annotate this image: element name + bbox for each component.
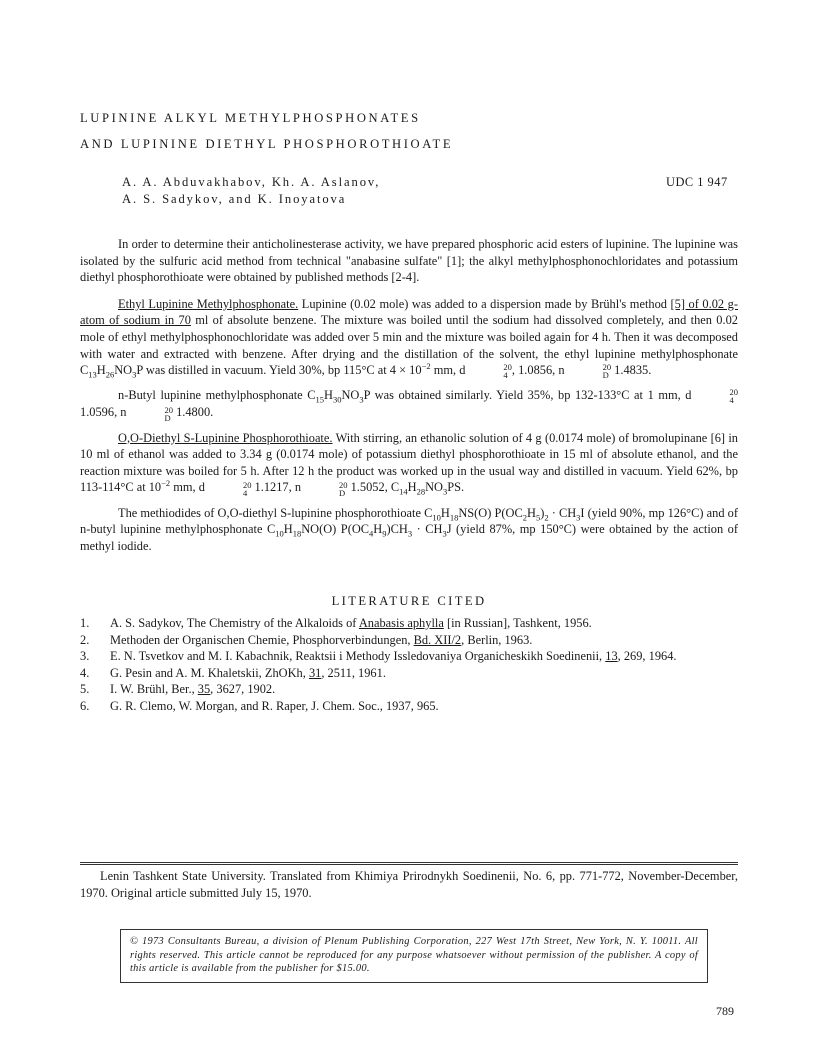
reference-item: 5. I. W. Brühl, Ber., 35, 3627, 1902. bbox=[80, 682, 276, 697]
article-body bbox=[80, 236, 738, 562]
literature-cited-heading: LITERATURE CITED bbox=[331, 594, 487, 608]
intro-paragraph: In order to determine their anticholinesterase activity, we have prepared phosphoric acid esters of lupinine. The lupinine was isolated by the sulfuric acid method from technical "anabasine sulfate" [1]; the alkyl methylphosphonochloridates and potassium diethyl phosphorothioate were obtained by published methods [2-4]. bbox=[80, 237, 738, 285]
page-number: 789 bbox=[716, 1004, 734, 1018]
methiodides-paragraph: The methiodides of O,O-diethyl S-lupinine phosphorothioate $C_{10}H_{18}NS(O) P(OC_2H_5)_2 \cdot CH_3I$ (yield 90%, mp 126°C) and of n-butyl lupinine methylphosphonate $C_{10}H_{18}NO(O) P(OC_4H_9)CH_3 \cdot CH_3J$ (yield 87%, mp 150°C) were obtained by the action of methyl iodide. bbox=[80, 505, 738, 553]
reference-item: 6. G. R. Clemo, W. Morgan, and R. Raper, J. Chem. Soc., 1937, 965. bbox=[80, 698, 439, 713]
udc-code: UDC 1 947 bbox=[666, 175, 728, 189]
translation-footnote: Lenin Tashkent State University. Translated from Khimiya Prirodnykh Soedinenii, No. 6, pp. 771-772, November-December, 1970. Original article submitted July 15, 1970. bbox=[80, 869, 738, 900]
article-title-line-1: LUPININE ALKYL METHYLPHOSPHONATES bbox=[80, 111, 421, 125]
authors-line-1: A. A. Abduvakhabov, Kh. A. Aslanov, bbox=[122, 175, 381, 189]
reference-item: 3. E. N. Tsvetkov and M. I. Kabachnik, Reaktsii i Methody Issledovaniya Organicheskikh Soedinenii, 13, 269, 1964. bbox=[80, 649, 677, 664]
ethyl-heading: Ethyl Lupinine Methylphosphonate. bbox=[118, 296, 299, 311]
authors-line-2: A. S. Sadykov, and K. Inoyatova bbox=[122, 191, 347, 206]
copyright-notice: © 1973 Consultants Bureau, a division of Plenum Publishing Corporation, 227 West 17th Street, New York, N. Y. 10011. All rights reserved. This article cannot be reproduced for any purpose whatsoever without permission of the publisher. A copy of this article is available from the publisher for $15.00. bbox=[120, 929, 708, 983]
butyl-paragraph: n-Butyl lupinine methylphosphonate $C_{15}H_{30}NO_3P$ was obtained similarly. Yield 35%, bp 132-133°C at 1 mm, d 20 4 1.0596, n 20 D 1.4800. bbox=[80, 387, 738, 423]
reference-item: 2. Methoden der Organischen Chemie, Phosphorverbindungen, Bd. XII/2, Berlin, 1963. bbox=[80, 632, 533, 647]
footer-divider-secondary bbox=[80, 864, 738, 865]
authors bbox=[122, 174, 380, 207]
reference-list bbox=[80, 615, 740, 715]
thio-paragraph: O,O-Diethyl S-Lupinine Phosphorothioate. With stirring, an ethanolic solution of 4 g (0.0174 mole) of bromolupinane [6] in 10 ml of ethanol was added to 3.34 g (0.0174 mole) of potassium diethyl phosphorothioate in 15 ml of absolute ethanol, and the reaction mixture was boiled for 5 h. After 12 h the product was worked up in the usual way and distilled in vacuum. Yield 62%, bp 113-114°C at $10^{-2}$ mm, d 20 4 1.1217, n 20 D 1.5052, $C_{14}H_{28}NO_3PS$. bbox=[80, 430, 738, 498]
footer-divider bbox=[80, 862, 738, 863]
reference-item: 4. G. Pesin and A. M. Khaletskii, ZhOKh, 31, 2511, 1961. bbox=[80, 665, 386, 680]
reference-item: 1. A. S. Sadykov, The Chemistry of the Alkaloids of Anabasis aphylla [in Russian], Tashkent, 1956. bbox=[80, 616, 592, 630]
ethyl-paragraph: Ethyl Lupinine Methylphosphonate. Lupinine (0.02 mole) was added to a dispersion made by Brühl's method [5] of 0.02 g-atom of sodium in 70 ml of absolute benzene. The mixture was boiled until the sodium had dissolved completely, and then 0.02 mole of ethyl methylphosphonochloridate was added over 5 min and the mixture was boiled again for 4 h. Then it was decomposed with water and extracted with benzene. After drying and the distillation of the solvent, the ethyl lupinine methylphosphonate $C_{13}H_{26}NO_3P$ was distilled in vacuum. Yield 30%, bp 115°C at $4 \times 10^{-2}$ mm, d 20 4 , 1.0856, n 20 D 1.4835. bbox=[80, 296, 738, 381]
ref-5-underlined: [5] of 0.02 g-atom of sodium in 70 bbox=[80, 296, 738, 328]
thio-heading: O,O-Diethyl S-Lupinine Phosphorothioate. bbox=[118, 430, 333, 445]
article-title-line-2: AND LUPININE DIETHYL PHOSPHOROTHIOATE bbox=[80, 137, 454, 151]
